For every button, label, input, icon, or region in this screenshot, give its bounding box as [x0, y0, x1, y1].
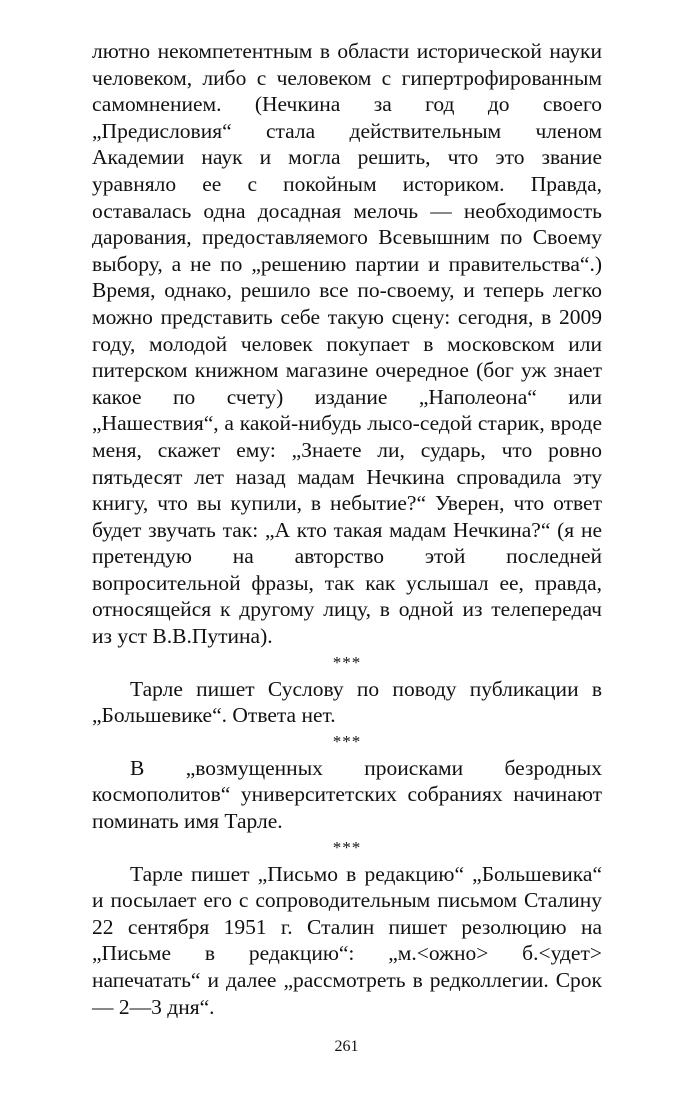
- paragraph-1: лютно некомпетентным в области исторической науки человеком, либо с человеком с гипертрофированным самомнением. (Нечкина за год до своего „Предисловия“ стала действительным членом Академии наук и могла решить, что это звание уравняло ее с покойным историком. Правда, оставалась одна досадная мелочь — необходимость дарования, предоставляемого Всевышним по Своему выбору, а не по „решению партии и правительства“.) Время, однако, решило все по-своему, и теперь легко можно представить себе такую сцену: сегодня, в 2009 году, молодой человек покупает в московском или питерском книжном магазине очередное (бог уж знает какое по счету) издание „Наполеона“ или „Нашествия“, а какой-нибудь лысо-седой старик, вроде меня, скажет ему: „Знаете ли, сударь, что ровно пятьдесят лет назад мадам Нечкина спровадила эту книгу, что вы купили, в небытие?“ Уверен, что ответ будет звучать так: „А кто такая мадам Нечкина?“ (я не претендую на авторство этой последней вопросительной фразы, так как услышал ее, правда, относящейся к другому лицу, в одной из телепередач из уст В.В.Путина).: [92, 39, 602, 649]
- section-separator-3: ***: [332, 837, 362, 857]
- paragraph-4: Тарле пишет „Письмо в редакцию“ „Большевика“ и посылает его с сопроводительным письмом Сталину 22 сентября 1951 г. Сталин пишет резолюцию на „Письме в редакцию“: „м.<ожно> б.<удет> напечатать“ и далее „рассмотреть в редколлегии. Срок — 2—3 дня“.: [92, 861, 602, 1019]
- section-separator-2: ***: [332, 731, 362, 751]
- page-number: 261: [334, 1038, 359, 1055]
- paragraph-3: В „возмущенных происками безродных космополитов“ университетских собраниях начинают поминать имя Тарле.: [92, 755, 602, 834]
- body-text: [92, 38, 602, 1020]
- section-separator-1: ***: [332, 652, 362, 672]
- paragraph-2: Тарле пишет Суслову по поводу публикации в „Большевике“. Ответа нет.: [92, 676, 602, 728]
